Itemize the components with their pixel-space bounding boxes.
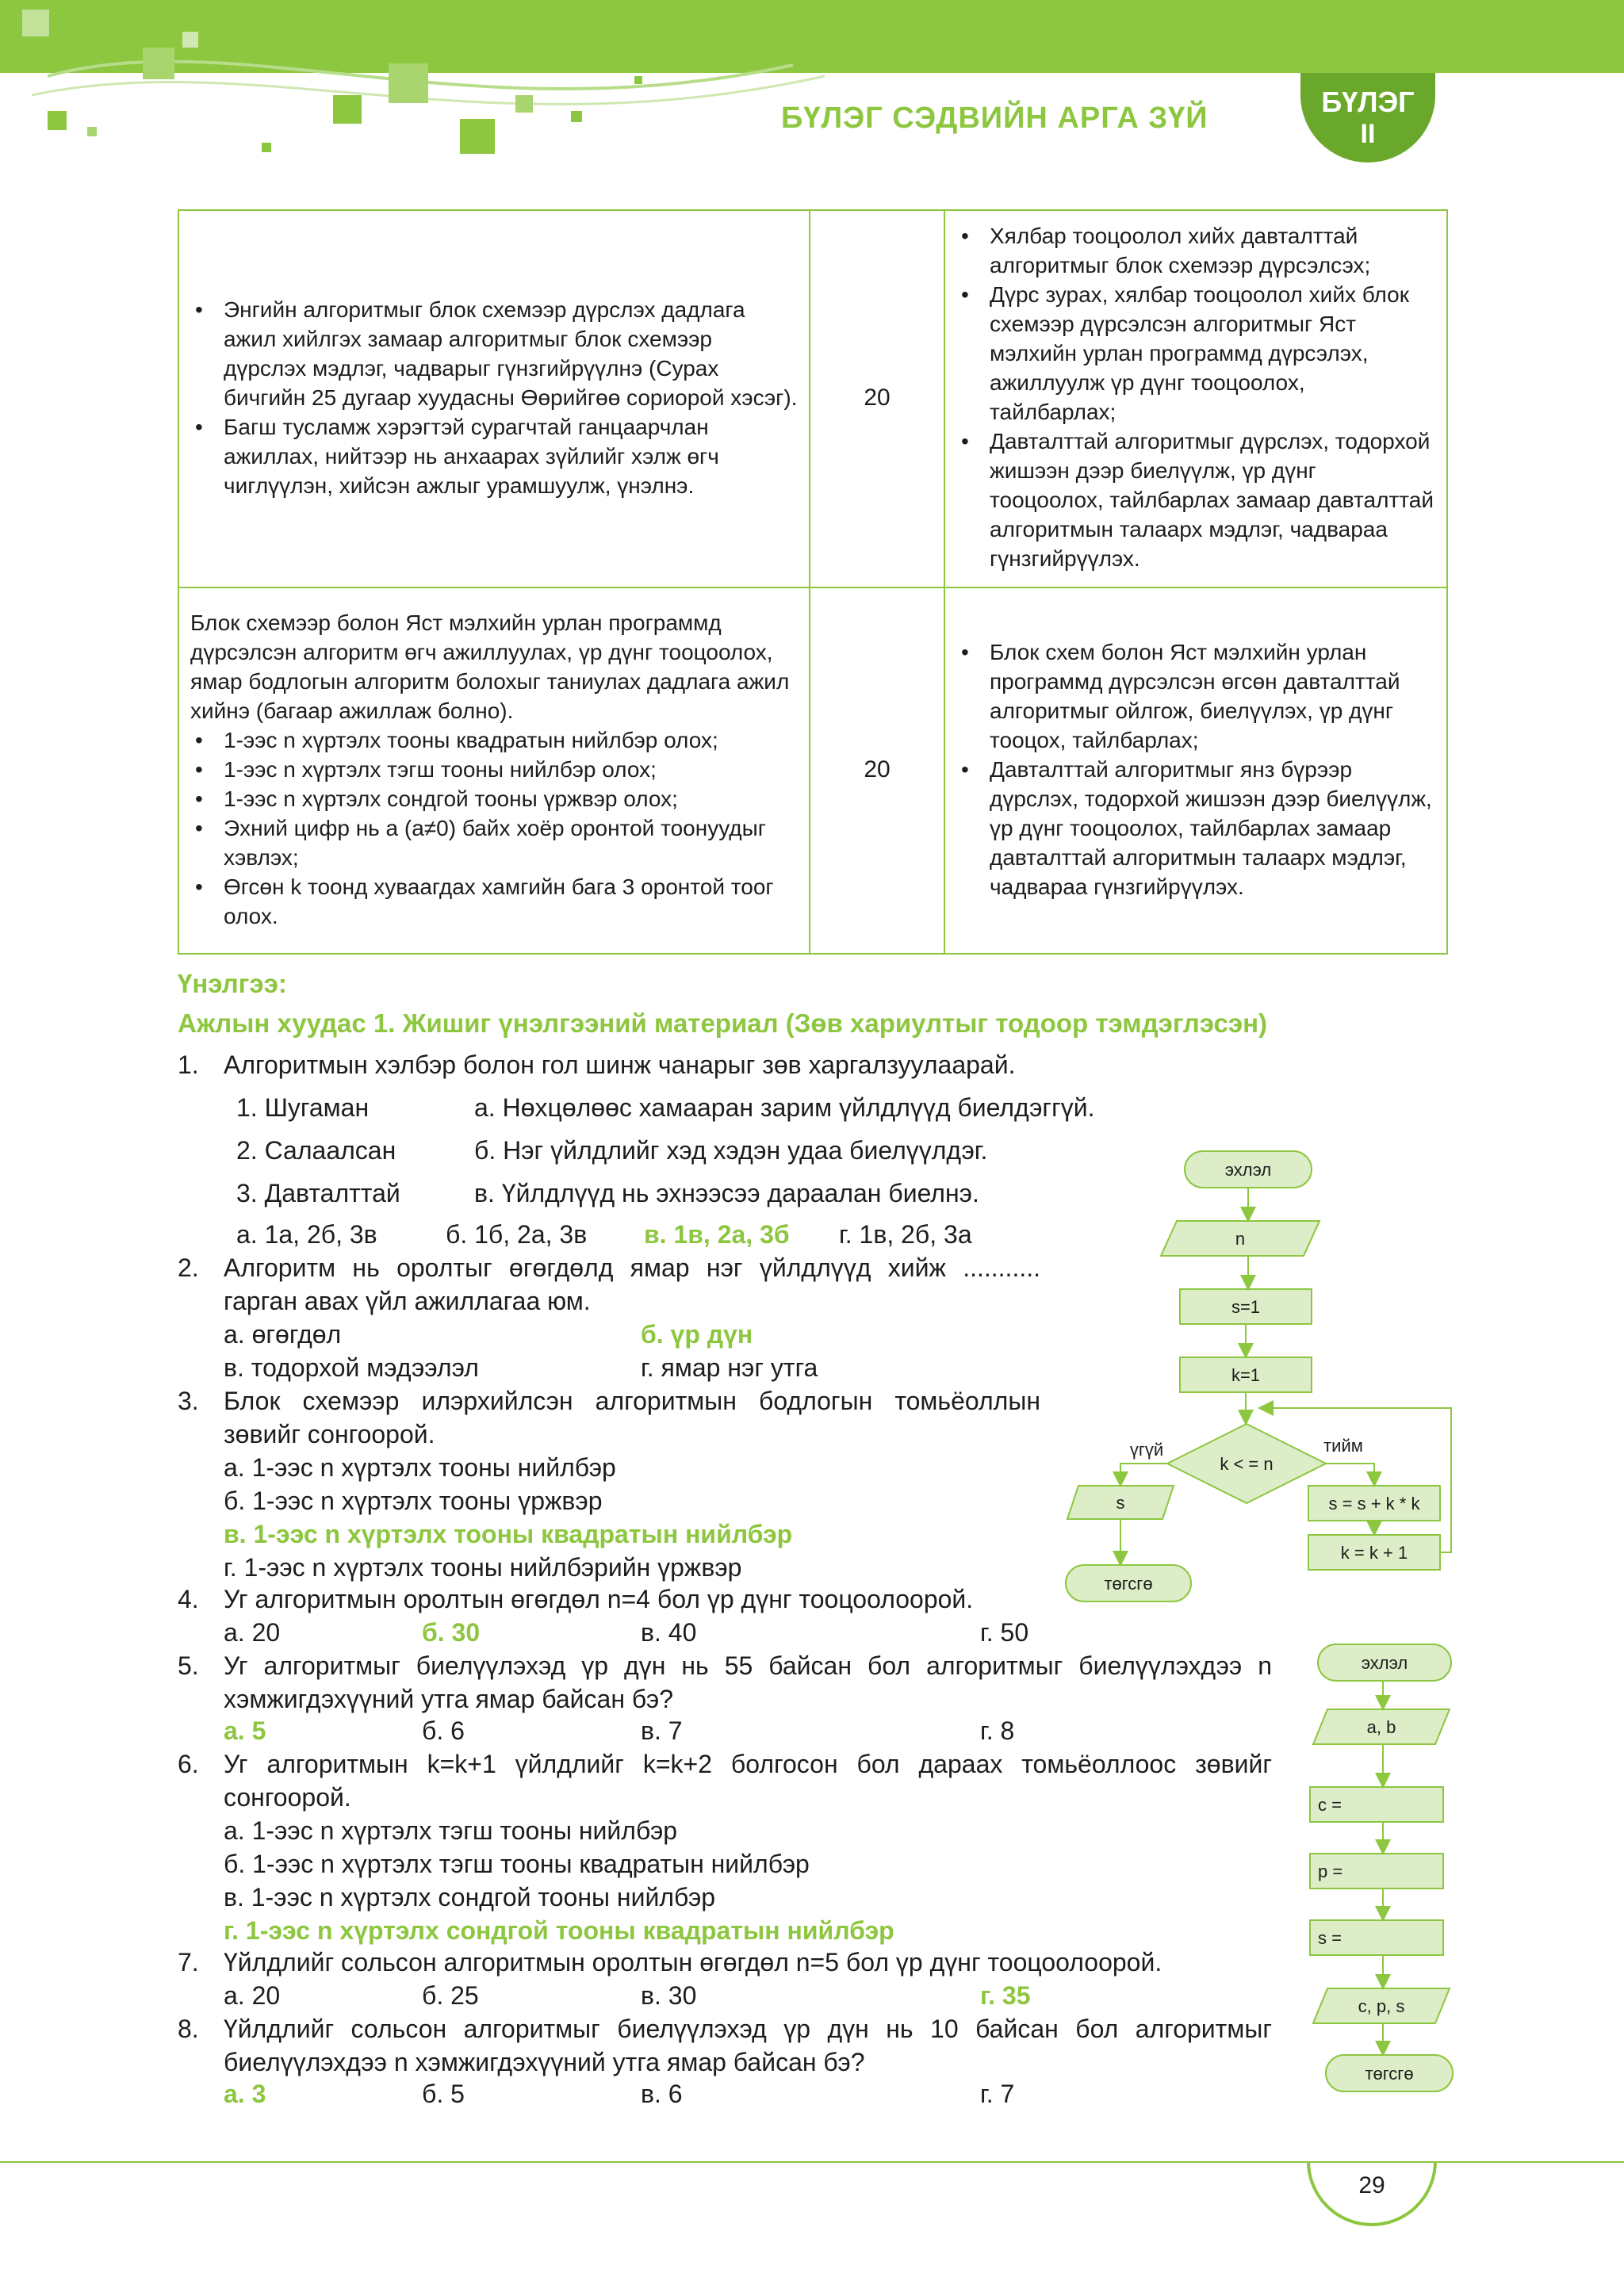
- answer-option-correct: г. 1-ээс n хүртэлх сондгой тооны квадратын нийлбэр: [224, 1916, 894, 1945]
- flowchart-input-label: n: [1235, 1229, 1246, 1249]
- lesson-plan-table: [178, 209, 1448, 955]
- answer-option: а. 1а, 2б, 3в: [236, 1220, 377, 1249]
- chapter-label: БҮЛЭГ: [1321, 86, 1415, 118]
- flowchart-process-label: k = k + 1: [1340, 1543, 1408, 1563]
- question-number: 7.: [178, 1948, 199, 1976]
- answer-option: г. 1-ээс n хүртэлх тооны нийлбэрийн үржвэр: [224, 1553, 742, 1582]
- list-item: • Дүрс зурах, хялбар тооцоолол хийх блок схемээр дүрсэлсэн алгоритмыг Яст мэлхийн урлан программд дүрсэлэх, ажиллуулж үр дүнг тооцоолох, тайлбарлах;: [990, 280, 1435, 427]
- match-right-item: б. Нэг үйлдлийг хэд хэдэн удаа биелүүлдэг.: [474, 1136, 988, 1165]
- answer-option: б. 1-ээс n хүртэлх тэгш тооны квадратын нийлбэр: [224, 1850, 810, 1878]
- flowchart-abc: [1300, 1633, 1467, 2109]
- chapter-number: II: [1360, 119, 1376, 149]
- answer-option: а. өгөгдөл: [224, 1320, 342, 1349]
- match-right-item: а. Нөхцөлөөс хамааран зарим үйлдлүүд биелдэггүй.: [474, 1093, 1095, 1122]
- flowchart-process-label: p =: [1318, 1862, 1343, 1881]
- answer-option-correct: а. 5: [224, 1716, 266, 1745]
- question-number: 1.: [178, 1050, 199, 1079]
- match-left-item: 3. Давталттай: [236, 1179, 400, 1207]
- flowchart-process-label: c =: [1318, 1795, 1342, 1815]
- answer-option: в. 40: [641, 1618, 697, 1647]
- match-right-item: в. Үйлдлүүд нь эхнээсээ дараалан биелнэ.: [474, 1179, 979, 1207]
- flowchart-sum-of-squares: [1055, 1142, 1467, 1617]
- flowchart-start-label: эхлэл: [1224, 1160, 1272, 1180]
- list-item: • Багш тусламж хэрэгтэй сурагчтай ганцаарчлан ажиллах, нийтээр нь анхаарах зүйлийг хэлж өгч чиглүүлэн, хийсэн ажлыг урамшуулж, үнэлнэ.: [224, 412, 798, 500]
- list-item: • Эхний цифр нь a (a≠0) байх хоёр оронтой тоонуудыг хэвлэх;: [224, 813, 798, 872]
- question-text: Алгоритмын хэлбэр болон гол шинж чанарыг зөв харгалзуулаарай.: [224, 1050, 1016, 1079]
- question-text: Үйлдлийг сольсон алгоритмын оролтын өгөгдөл n=5 бол үр дүнг тооцоолоорой.: [224, 1948, 1162, 1976]
- answer-option: б. 1-ээс n хүртэлх тооны үржвэр: [224, 1487, 603, 1515]
- flowchart-end-label: төгсгө: [1365, 2064, 1414, 2084]
- answer-option: в. 30: [641, 1981, 697, 2010]
- answer-option: г. ямар нэг утга: [641, 1353, 818, 1382]
- question-number: 8.: [178, 2015, 199, 2043]
- question-text: Блок схемээр илэрхийлсэн алгоритмын бодлогын томьёоллын зөвийг сонгоорой.: [224, 1387, 1040, 1448]
- flowchart-yes-label: тийм: [1323, 1436, 1363, 1456]
- answer-option: г. 50: [980, 1618, 1029, 1647]
- answer-option-correct: г. 35: [980, 1981, 1031, 2010]
- flowchart-start-label: эхлэл: [1361, 1653, 1408, 1673]
- answer-option: г. 1в, 2б, 3а: [839, 1220, 972, 1249]
- answer-option: а. 1-ээс n хүртэлх тооны нийлбэр: [224, 1453, 616, 1482]
- worksheet-title: Ажлын хуудас 1. Жишиг үнэлгээний материал (Зөв хариултыг тодоор тэмдэглэсэн): [178, 1008, 1268, 1038]
- page-number: 29: [1358, 2172, 1385, 2198]
- activity-intro: Блок схемээр болон Яст мэлхийн урлан программд дүрсэлсэн алгоритм өгч ажиллуулах, үр дүнг тооцоолох, ямар бодлогын алгоритм болохыг таниулах дадлага ажил хийнэ (багаар ажиллаж болно).: [190, 610, 790, 723]
- list-item: • Өгсөн k тоонд хуваагдах хамгийн бага 3 оронтой тоог олох.: [224, 872, 798, 931]
- answer-option-correct: а. 3: [224, 2080, 266, 2108]
- table-row: [178, 210, 1447, 587]
- answer-option: б. 6: [422, 1716, 465, 1745]
- answer-option-correct: в. 1в, 2а, 3б: [644, 1220, 790, 1249]
- answer-option: а. 20: [224, 1981, 281, 2010]
- flowchart-input-label: a, b: [1366, 1717, 1396, 1737]
- flowchart-no-label: үгүй: [1129, 1440, 1164, 1460]
- section-title: БҮЛЭГ СЭДВИЙН АРГА ЗҮЙ: [781, 101, 1208, 135]
- question-text: Үйлдлийг сольсон алгоритмыг биелүүлэхэд үр дүн нь 10 байсан бол алгоритмыг биелүүлэхдээ n хэмжигдэхүүний утга ямар байсан бэ?: [224, 2015, 1272, 2076]
- match-left-item: 1. Шугаман: [236, 1093, 370, 1122]
- outcomes-cell: [944, 587, 1447, 954]
- activity-cell: [178, 210, 810, 587]
- answer-option: в. 6: [641, 2080, 683, 2108]
- table-row: [178, 587, 1447, 954]
- answer-option: г. 7: [980, 2080, 1015, 2108]
- list-item: • Хялбар тооцоолол хийх давталттай алгоритмыг блок схемээр дүрсэлсэх;: [990, 221, 1435, 280]
- question-number: 3.: [178, 1387, 199, 1415]
- question-text: Уг алгоритмын k=k+1 үйлдлийг k=k+2 болгосон бол дараах томьёоллоос зөвийг сонгоорой.: [224, 1750, 1272, 1812]
- list-item: • Энгийн алгоритмыг блок схемээр дүрслэх дадлага ажил хийлгэх замаар алгоритмыг блок схемээр дүрслэх мэдлэг, чадварыг гүнзгийрүүлнэ (Сурах бичгийн 25 дугаар хуудасны Өөрийгөө сориорой хэсэг).: [224, 295, 798, 412]
- answer-option: б. 1б, 2а, 3в: [446, 1220, 588, 1249]
- list-item: • Блок схем болон Яст мэлхийн урлан программд дүрсэлсэн өгсөн давталттай алгоритмыг ойлгож, биелүүлэх, үр дүнг тооцох, тайлбарлах;: [990, 637, 1435, 755]
- question-number: 6.: [178, 1750, 199, 1778]
- flowchart-process-label: s=1: [1231, 1297, 1261, 1317]
- flowchart-output-label: c, p, s: [1358, 1996, 1405, 2016]
- flowchart-process-label: k=1: [1231, 1365, 1261, 1385]
- answer-option-correct: б. үр дүн: [641, 1320, 753, 1349]
- question-number: 4.: [178, 1585, 199, 1613]
- answer-option-correct: б. 30: [422, 1618, 481, 1647]
- outcomes-cell: [944, 210, 1447, 587]
- question-number: 2.: [178, 1253, 199, 1282]
- answer-option: г. 8: [980, 1716, 1015, 1745]
- question-text: Уг алгоритмыг биелүүлэхэд үр дүн нь 55 байсан бол алгоритмыг биелүүлэхдээ n хэмжигдэхүүний утга ямар байсан бэ?: [224, 1651, 1272, 1713]
- answer-option: а. 1-ээс n хүртэлх тэгш тооны нийлбэр: [224, 1816, 678, 1845]
- answer-option: б. 5: [422, 2080, 465, 2108]
- question-text: Уг алгоритмын оролтын өгөгдөл n=4 бол үр дүнг тооцоолоорой.: [224, 1585, 974, 1613]
- minutes-cell: 20: [810, 587, 944, 954]
- match-left-item: 2. Салаалсан: [236, 1136, 396, 1165]
- question-number: 5.: [178, 1651, 199, 1680]
- answer-option: а. 20: [224, 1618, 281, 1647]
- answer-option: в. 7: [641, 1716, 683, 1745]
- answer-option-correct: в. 1-ээс n хүртэлх тооны квадратын нийлбэр: [224, 1520, 793, 1548]
- minutes-cell: 20: [810, 210, 944, 587]
- flowchart-condition-label: k < = n: [1220, 1454, 1274, 1474]
- assessment-title: Үнэлгээ:: [178, 969, 287, 998]
- activity-cell: [178, 587, 810, 954]
- answer-option: в. тодорхой мэдээлэл: [224, 1353, 479, 1382]
- flowchart-process-label: s =: [1318, 1928, 1342, 1948]
- answer-option: б. 25: [422, 1981, 479, 2010]
- question-text: Алгоритм нь оролтыг өгөгдөлд ямар нэг үйлдлүүд хийж ........... гарган авах үйл ажиллагаа юм.: [224, 1253, 1040, 1315]
- list-item: • 1-ээс n хүртэлх сондгой тооны үржвэр олох;: [224, 784, 798, 813]
- list-item: • Давталттай алгоритмыг янз бүрээр дүрслэх, тодорхой жишээн дээр биелүүлж, үр дүнг тооцоолох, тайлбарлах замаар давталттай алгоритмын талаарх мэдлэг, чадвараа гүнзгийрүүлэх.: [990, 755, 1435, 901]
- flowchart-process-label: s = s + k * k: [1328, 1494, 1420, 1513]
- answer-option: в. 1-ээс n хүртэлх сондгой тооны нийлбэр: [224, 1883, 716, 1911]
- flowchart-end-label: төгсгө: [1104, 1574, 1153, 1594]
- list-item: • Давталттай алгоритмыг дүрслэх, тодорхой жишээн дээр биелүүлж, үр дүнг тооцоолох, тайлбарлах замаар давталттай алгоритмын талаарх мэдлэг, чадвараа гүнзгийрүүлэх.: [990, 427, 1435, 573]
- list-item: • 1-ээс n хүртэлх тооны квадратын нийлбэр олох;: [224, 725, 798, 755]
- flowchart-output-label: s: [1116, 1493, 1125, 1513]
- list-item: • 1-ээс n хүртэлх тэгш тооны нийлбэр олох;: [224, 755, 798, 784]
